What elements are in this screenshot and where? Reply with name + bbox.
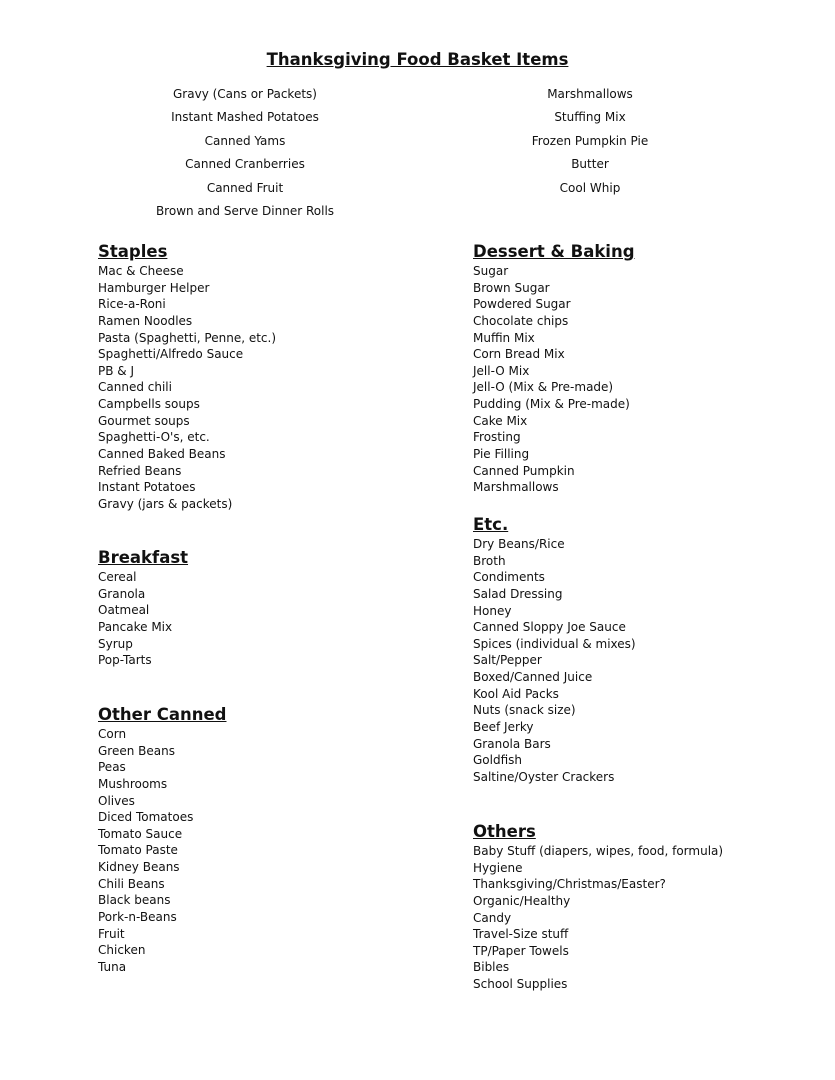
list-item: Sugar (473, 264, 509, 278)
list-item: Kool Aid Packs (473, 686, 559, 701)
basket-item: Brown and Serve Dinner Rolls (155, 203, 335, 218)
list-item: Jell-O Mix (473, 363, 530, 378)
list-item: Chili Beans (98, 876, 165, 891)
list-item: Black beans (98, 893, 171, 908)
list-item: Corn (98, 727, 127, 741)
basket-item: Canned Fruit (206, 180, 284, 195)
list-item: Honey (473, 603, 512, 618)
others-section (473, 822, 723, 993)
basket-item: Butter (571, 157, 609, 172)
list-item: Gravy (jars & packets) (98, 496, 233, 511)
list-item: Hygiene (473, 860, 523, 875)
list-item: Tomato Paste (98, 843, 178, 858)
list-item: Brown Sugar (473, 280, 550, 295)
list-item: Muffin Mix (473, 330, 535, 345)
page-title: Thanksgiving Food Basket Items (266, 50, 569, 69)
list-item: Bibles (473, 960, 510, 975)
list-item: Pop-Tarts (98, 653, 152, 668)
list-item: Cake Mix (473, 413, 528, 428)
section-heading-etc: Etc. (473, 515, 509, 534)
section-heading-others: Others (473, 822, 536, 841)
list-item: Olives (98, 793, 135, 808)
list-item: Salt/Pepper (473, 653, 542, 668)
list-item: Syrup (98, 636, 133, 651)
basket-item: Marshmallows (547, 87, 633, 101)
list-item: Kidney Beans (98, 860, 180, 875)
list-item: Chocolate chips (473, 313, 569, 328)
list-item: Nuts (snack size) (473, 703, 576, 718)
list-item: Jell-O (Mix & Pre-made) (473, 380, 614, 395)
others-list (473, 843, 723, 993)
list-item: Candy (473, 910, 512, 925)
list-item: Thanksgiving/Christmas/Easter? (473, 877, 666, 892)
list-item: Canned Pumpkin (473, 463, 575, 478)
section-heading-staples: Staples (98, 242, 168, 261)
list-item: Granola Bars (473, 736, 551, 751)
basket-item: Frozen Pumpkin Pie (531, 133, 649, 148)
etc-list (473, 536, 636, 786)
other-canned-list (98, 726, 226, 976)
dessert-baking-list (473, 263, 635, 496)
list-item: Boxed/Canned Juice (473, 670, 593, 685)
list-item: Green Beans (98, 743, 175, 758)
list-item: Baby Stuff (diapers, wipes, food, formula) (473, 844, 724, 858)
breakfast-section (98, 548, 188, 669)
basket-item: Canned Cranberries (185, 157, 305, 172)
list-item: Chicken (98, 943, 146, 958)
list-item: Gourmet soups (98, 413, 190, 428)
list-item: Oatmeal (98, 603, 150, 618)
list-item: Canned Baked Beans (98, 447, 226, 462)
basket-item: Cool Whip (559, 180, 621, 195)
section-heading-breakfast: Breakfast (98, 548, 189, 567)
list-item: Pudding (Mix & Pre-made) (473, 397, 630, 412)
list-item: Fruit (98, 926, 125, 941)
list-item: Pancake Mix (98, 619, 173, 634)
list-item: Mac & Cheese (98, 264, 184, 278)
section-heading-dessert-baking: Dessert & Baking (473, 242, 635, 261)
list-item: Goldfish (473, 753, 523, 768)
list-item: Broth (473, 553, 506, 568)
etc-section (473, 515, 636, 786)
section-heading-other-canned: Other Canned (98, 705, 227, 724)
basket-item: Instant Mashed Potatoes (171, 110, 319, 125)
list-item: Spices (individual & mixes) (473, 636, 636, 651)
basket-item: Stuffing Mix (554, 110, 626, 125)
breakfast-list (98, 569, 188, 669)
list-item: Ramen Noodles (98, 313, 193, 328)
list-item: Hamburger Helper (98, 280, 210, 295)
list-item: Saltine/Oyster Crackers (473, 769, 615, 784)
list-item: PB & J (98, 363, 134, 378)
list-item: Pie Filling (473, 447, 530, 462)
list-item: Granola (98, 586, 146, 601)
list-item: Instant Potatoes (98, 480, 196, 495)
list-item: Canned chili (98, 380, 172, 395)
basket-item: Gravy (Cans or Packets) (173, 87, 317, 101)
list-item: Peas (98, 760, 126, 775)
list-item: Corn Bread Mix (473, 347, 565, 362)
list-item: Refried Beans (98, 463, 182, 478)
list-item: Tuna (98, 959, 127, 974)
basket-items-left (140, 86, 350, 226)
list-item: School Supplies (473, 977, 568, 992)
list-item: Travel-Size stuff (473, 927, 569, 942)
list-item: TP/Paper Towels (473, 943, 569, 958)
list-item: Powdered Sugar (473, 297, 571, 312)
list-item: Rice-a-Roni (98, 297, 166, 312)
list-item: Beef Jerky (473, 720, 534, 735)
list-item: Mushrooms (98, 776, 168, 791)
staples-section (98, 242, 276, 513)
basket-item: Canned Yams (204, 133, 286, 148)
list-item: Dry Beans/Rice (473, 537, 565, 551)
list-item: Pasta (Spaghetti, Penne, etc.) (98, 330, 277, 345)
list-item: Spaghetti-O's, etc. (98, 430, 210, 445)
list-item: Campbells soups (98, 397, 200, 412)
list-item: Condiments (473, 570, 545, 585)
list-item: Diced Tomatoes (98, 810, 194, 825)
list-item: Frosting (473, 430, 521, 445)
staples-list (98, 263, 276, 513)
basket-items-right (480, 86, 700, 203)
list-item: Pork-n-Beans (98, 910, 177, 925)
list-item: Canned Sloppy Joe Sauce (473, 620, 626, 635)
list-item: Spaghetti/Alfredo Sauce (98, 347, 244, 362)
list-item: Cereal (98, 570, 137, 584)
list-item: Salad Dressing (473, 586, 563, 601)
dessert-baking-section (473, 242, 635, 496)
list-item: Tomato Sauce (98, 826, 183, 841)
list-item: Organic/Healthy (473, 893, 571, 908)
other-canned-section (98, 705, 226, 976)
list-item: Marshmallows (473, 480, 559, 495)
